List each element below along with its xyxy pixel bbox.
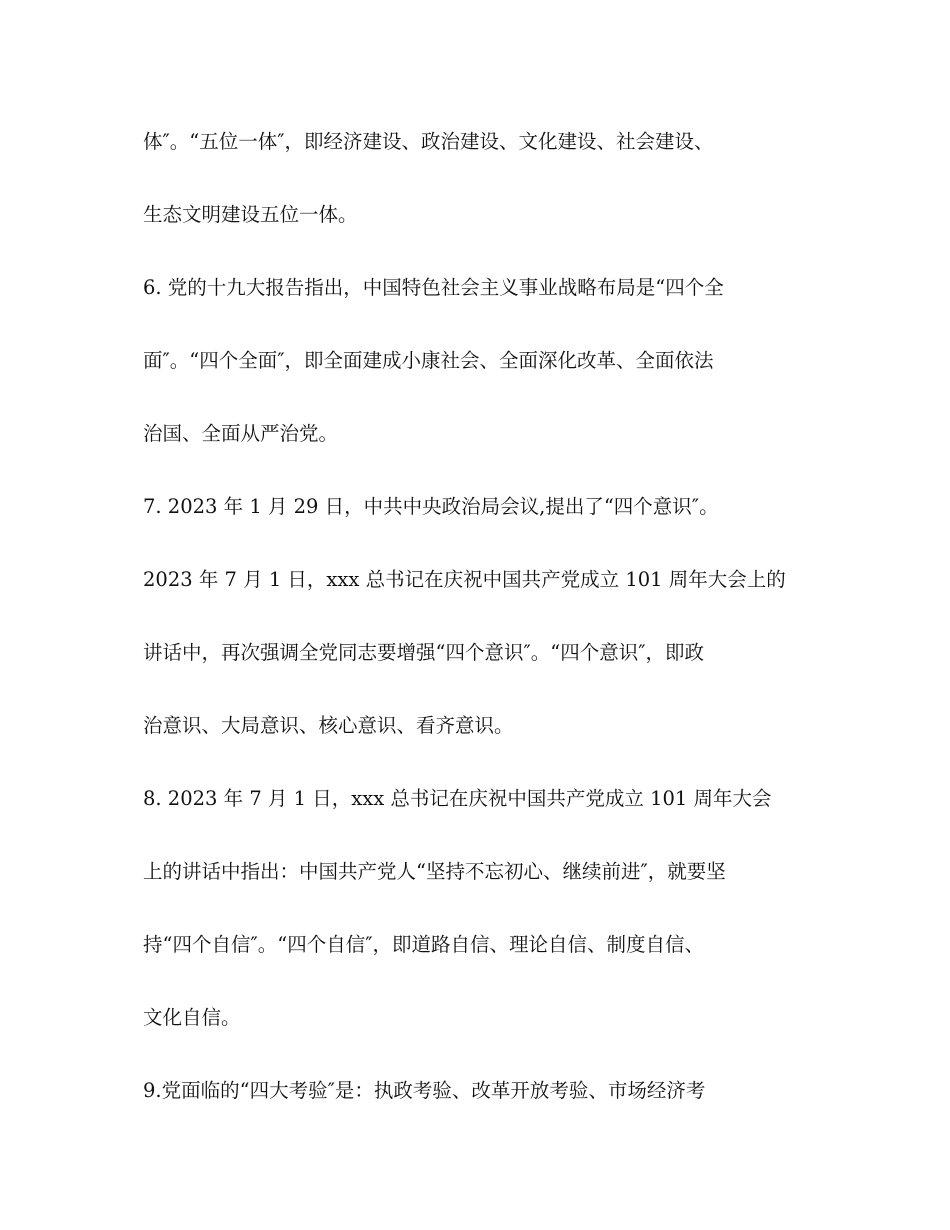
text-line: 治意识、大局意识、核心意识、看齐意识。 [143,714,514,737]
text-line: 6. 党的十九大报告指出，中国特色社会主义事业战略布局是“四个全 [143,276,724,299]
text-line: 文化自信。 [143,1006,241,1029]
text-line: 9.党面临的“四大考验″是：执政考验、改革开放考验、市场经济考 [143,1079,706,1102]
text-line: 面″。“四个全面″，即全面建成小康社会、全面深化改革、全面依法 [143,349,714,372]
text-line: 治国、全面从严治党。 [143,422,339,445]
text-line: 7. 2023 年 1 月 29 日，中共中央政治局会议,提出了“四个意识″。 [143,495,719,518]
text-line: 持“四个自信″。“四个自信″，即道路自信、理论自信、制度自信、 [143,933,705,956]
text-line: 8. 2023 年 7 月 1 日，xxx 总书记在庆祝中国共产党成立 101 周年大会 [143,787,772,810]
text-line: 上的讲话中指出：中国共产党人“坚持不忘初心、继续前进″，就要坚 [143,860,726,883]
text-line: 2023 年 7 月 1 日，xxx 总书记在庆祝中国共产党成立 101 周年大会上的 [143,568,786,591]
text-line: 生态文明建设五位一体。 [143,203,358,226]
text-line: 讲话中，再次强调全党同志要增强“四个意识″。“四个意识″，即政 [143,641,705,664]
text-line: 体″。“五位一体″，即经济建设、政治建设、文化建设、社会建设、 [143,130,714,153]
